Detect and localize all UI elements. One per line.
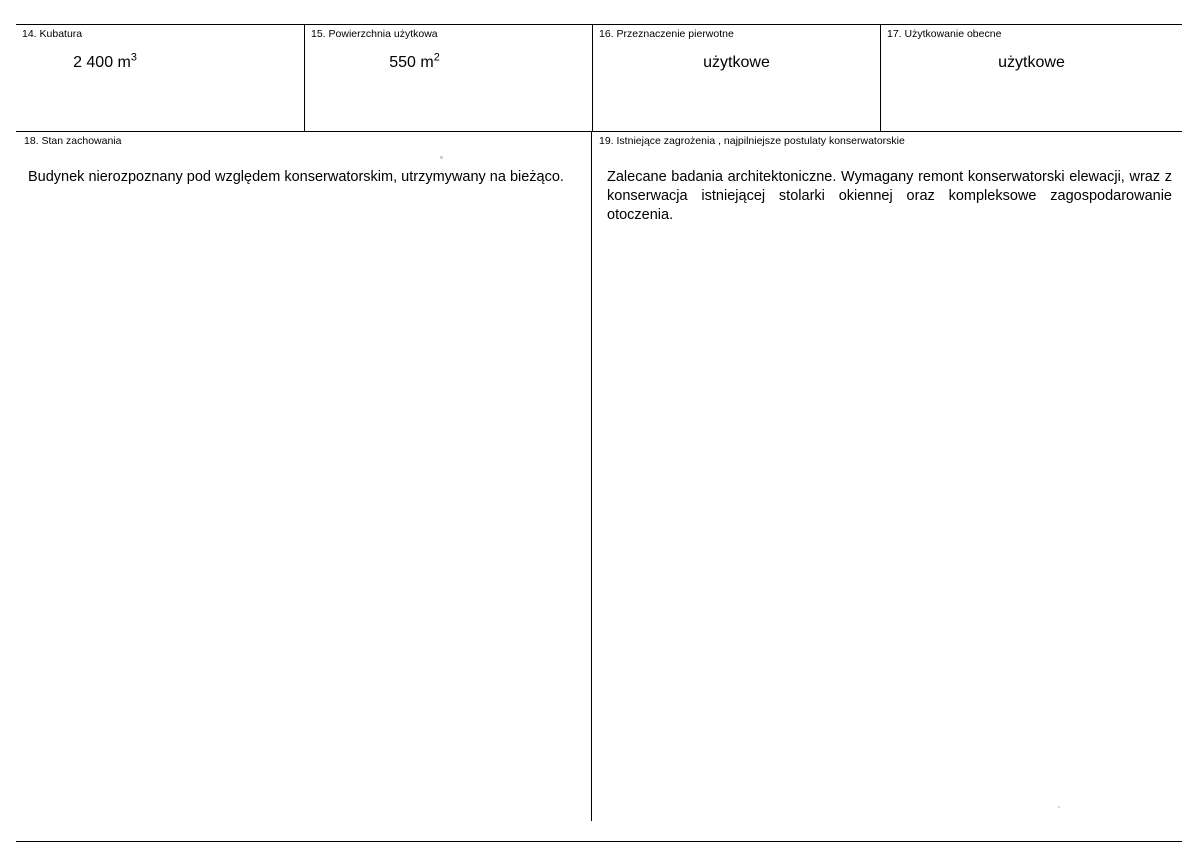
form-row-measurements xyxy=(16,24,1182,132)
scan-speck xyxy=(440,156,443,159)
field-cell-uzytkowanie-obecne xyxy=(880,25,1182,132)
field-value-powierzchnia-uzytkowa xyxy=(305,53,592,73)
field-label-powierzchnia-uzytkowa: 15. Powierzchnia użytkowa xyxy=(311,28,438,40)
section-cell-stan-zachowania xyxy=(16,132,591,841)
section-cell-istniejace-zagrozenia xyxy=(591,132,1182,841)
field-value-kubatura-unit-exponent: 3 xyxy=(130,51,137,64)
form-table xyxy=(16,24,1182,840)
field-cell-powierzchnia-uzytkowa xyxy=(304,25,592,132)
field-label-przeznaczenie-pierwotne: 16. Przeznaczenie pierwotne xyxy=(599,28,734,40)
column-divider xyxy=(591,131,592,821)
field-value-kubatura xyxy=(16,53,304,73)
field-value-przeznaczenie-pierwotne: użytkowe xyxy=(703,54,770,71)
field-value-powierzchnia-text: 550 m xyxy=(389,54,434,71)
section-label-istniejace-zagrozenia: 19. Istniejące zagrożenia , najpilniejsze postulaty konserwatorskie xyxy=(599,135,905,147)
section-text-istniejace-zagrozenia: Zalecane badania architektoniczne. Wymagany remont konserwatorski elewacji, wraz z konserwacja istniejącej stolarki okiennej oraz kompleksowe zagospodarowanie otoczenia. xyxy=(607,169,1172,223)
field-value-uzytkowanie-obecne: użytkowe xyxy=(998,54,1065,71)
field-cell-kubatura xyxy=(16,25,304,132)
scan-speck xyxy=(1058,806,1060,808)
field-cell-przeznaczenie-pierwotne xyxy=(592,25,880,132)
section-text-stan-zachowania: Budynek nierozpoznany pod względem konserwatorskim, utrzymywany na bieżąco. xyxy=(28,169,564,185)
field-value-kubatura-text: 2 400 m xyxy=(73,54,131,71)
form-row-descriptions xyxy=(16,131,1182,842)
field-label-kubatura: 14. Kubatura xyxy=(22,28,83,40)
field-value-powierzchnia-unit-exponent: 2 xyxy=(433,51,440,64)
section-label-stan-zachowania: 18. Stan zachowania xyxy=(24,135,122,147)
field-label-uzytkowanie-obecne: 17. Użytkowanie obecne xyxy=(887,28,1002,40)
